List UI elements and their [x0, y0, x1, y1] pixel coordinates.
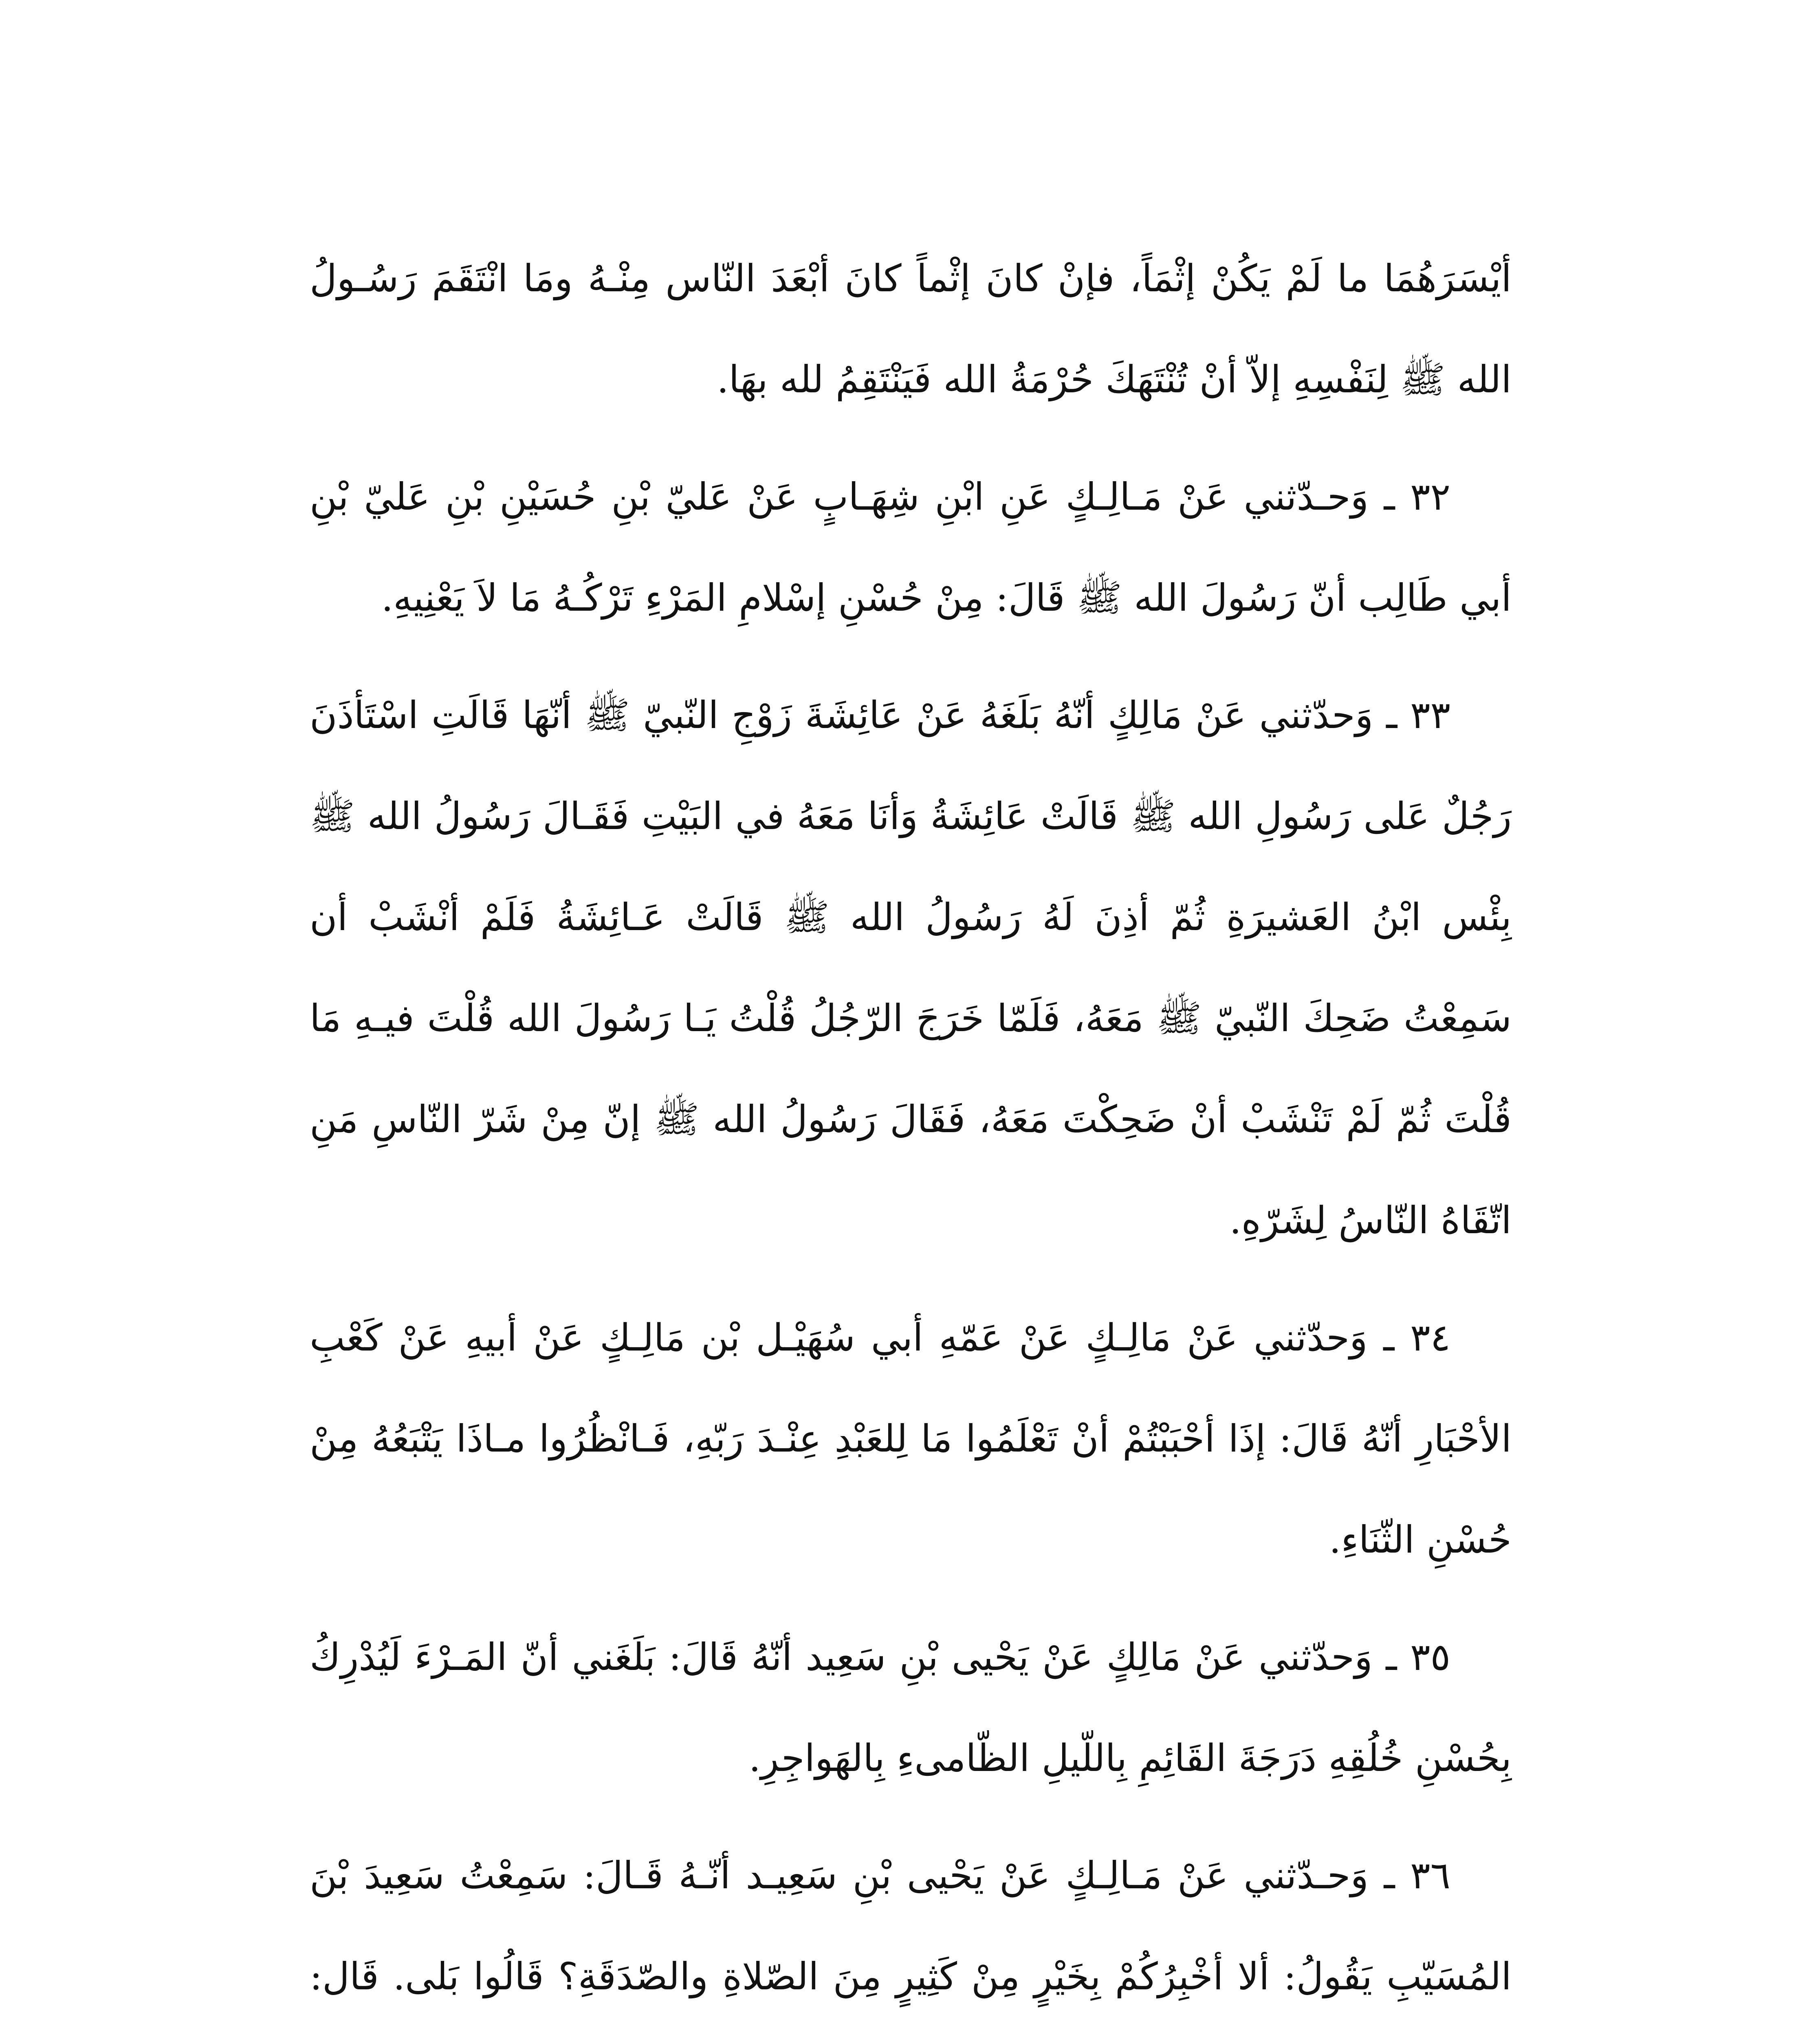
paragraph-hadith-36: ٣٦ ـ وَحـدّثني عَنْ مَـالِـكٍ عَنْ يَحْيى بْنِ سَعِيـد أنّـهُ قَـالَ: سَمِعْتُ سَعِيدَ بْنَ المُسَيّبِ يَقُولُ: ألا أخْبِرُكُمْ بِخَيْرٍ مِنْ كَثِيرٍ مِنَ الصّلاةِ والصّدَقَةِ؟ قَالُوا بَلى. قَال:: [310, 1854, 1512, 1998]
paragraph-hadith-35: ٣٥ ـ وَحدّثني عَنْ مَالِكٍ عَنْ يَحْيى بْنِ سَعِيد أنّهُ قَالَ: بَلَغَني أنّ المَـرْءَ لَيُدْرِكُ بِحُسْنِ خُلُقِهِ دَرَجَةَ القَائِمِ بِاللّيلِ الظّامىءِ بِالهَواجِرِ.: [310, 1635, 1512, 1780]
paragraph-hadith-32: ٣٢ ـ وَحـدّثني عَنْ مَـالِـكٍ عَنِ ابْنِ شِهَـابٍ عَنْ عَليّ بْنِ حُسَيْنِ بْنِ عَليّ بْنِ أبي طَالِب أنّ رَسُولَ الله ﷺ قَالَ: مِنْ حُسْنِ إسْلامِ المَرْءِ تَرْكُـهُ مَا لاَ يَعْنِيهِ.: [310, 475, 1512, 620]
text-block: [310, 228, 1512, 2037]
paragraph-continuation: أيْسَرَهُمَا ما لَمْ يَكُنْ إثْمَاً، فإنْ كانَ إثْماً كانَ أبْعَدَ النّاس مِنْـهُ ومَا انْتَقَمَ رَسُـولُ الله ﷺ لِنَفْسِهِ إلاّ أنْ تُنْتَهَكَ حُرْمَةُ الله فَيَنْتَقِمُ لله بهَا.: [310, 257, 1512, 401]
paragraph-hadith-33: ٣٣ ـ وَحدّثني عَنْ مَالِكٍ أنّهُ بَلَغَهُ عَنْ عَائِشَةَ زَوْجِ النّبيّ ﷺ أنّهَا قَالَتِ اسْتَأذَنَ رَجُلٌ عَلى رَسُولِ الله ﷺ قَالَتْ عَائِشَةُ وَأنَا مَعَهُ في البَيْتِ فَقَـالَ رَسُولُ الله ﷺ بِئْس ابْنُ العَشيرَةِ ثُمّ أذِنَ لَهُ رَسُولُ الله ﷺ قَالَتْ عَـائِشَةُ فَلَمْ أنْشَبْ أن سَمِعْتُ ضَحِكَ النّبيّ ﷺ مَعَهُ، فَلَمّا خَرَجَ الرّجُلُ قُلْتُ يَـا رَسُولَ الله قُلْتَ فيـهِ مَا قُلْتَ ثُمّ لَمْ تَنْشَبْ أنْ ضَحِكْتَ مَعَهُ، فَقَالَ رَسُولُ الله ﷺ إنّ مِنْ شَرّ النّاسِ مَنِ اتّقَاهُ النّاسُ لِشَرّهِ.: [310, 693, 1512, 1242]
paragraph-hadith-34: ٣٤ ـ وَحدّثني عَنْ مَالِـكٍ عَنْ عَمّهِ أبي سُهَيْـل بْن مَالِـكٍ عَنْ أبيهِ عَنْ كَعْبِ الأحْبَارِ أنّهُ قَالَ: إذَا أحْبَبْتُمْ أنْ تَعْلَمُوا مَا لِلعَبْدِ عِنْـدَ رَبّهِ، فَـانْظُرُوا مـاذَا يَتْبَعُهُ مِنْ حُسْنِ الثّنَاءِ.: [310, 1316, 1512, 1562]
